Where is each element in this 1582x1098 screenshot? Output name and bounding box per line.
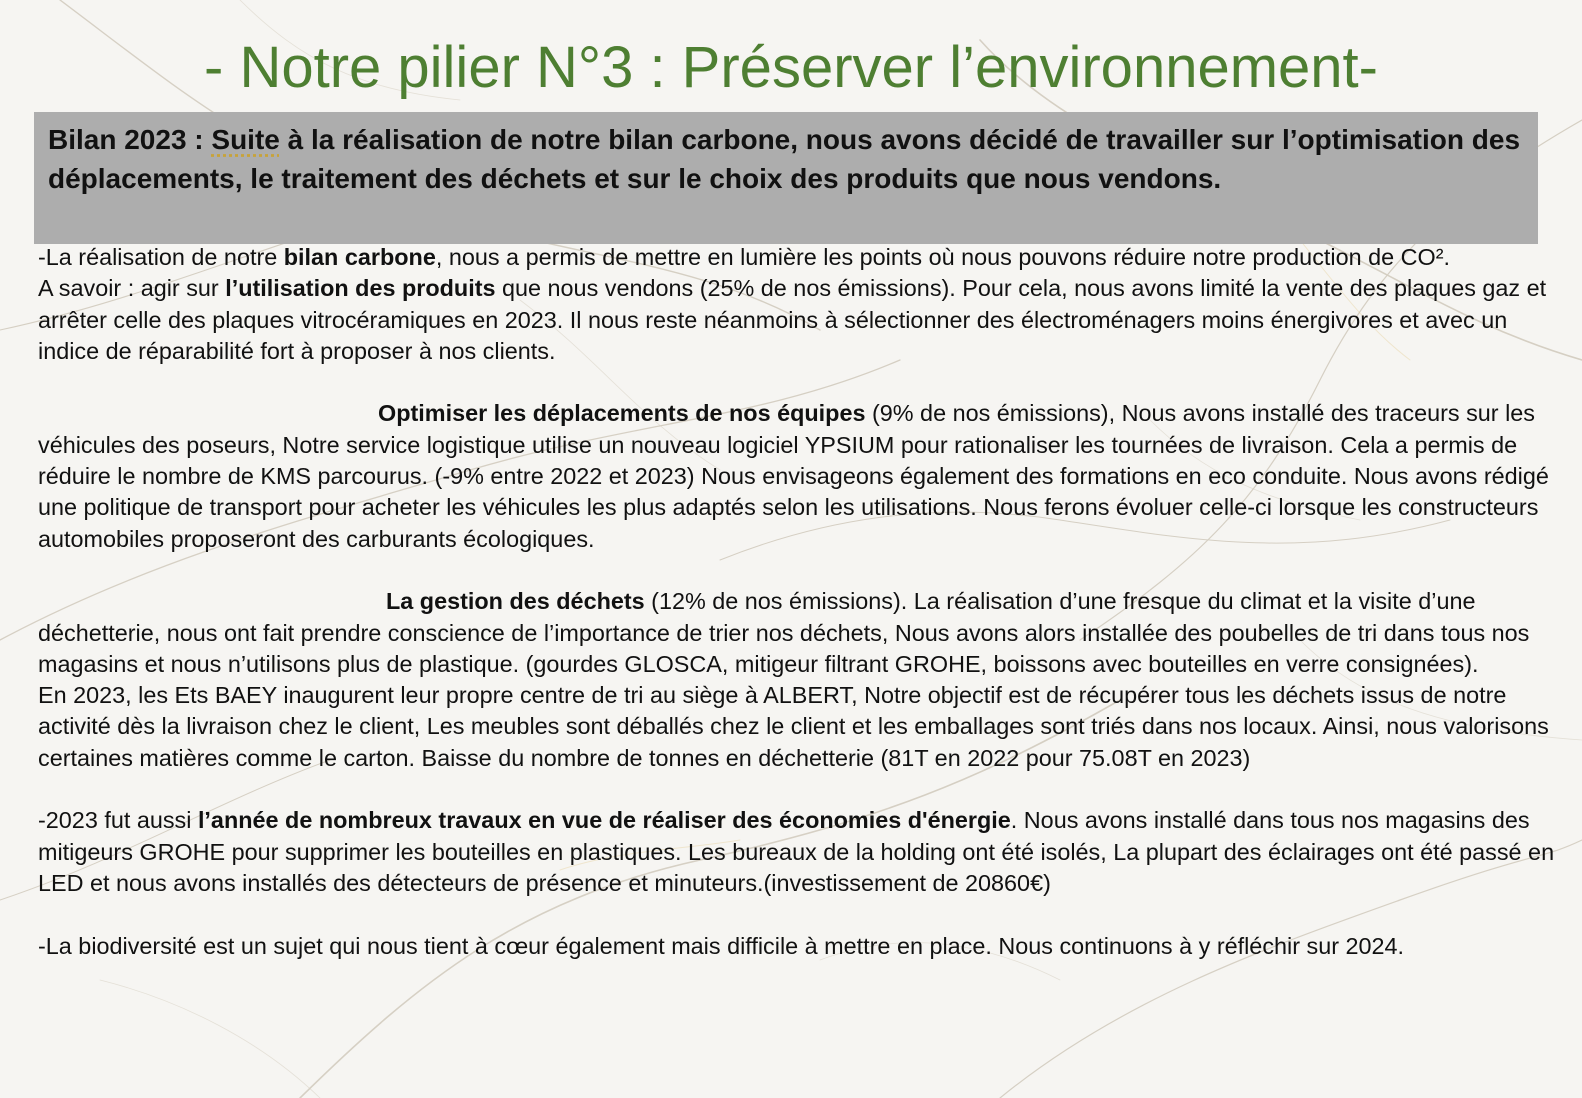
paragraph-dechets [38,586,1558,680]
p3-bold: Optimiser les déplacements de nos équipes [378,400,866,427]
paragraph-centre-de-tri: En 2023, les Ets BAEY inaugurent leur propre centre de tri au siège à ALBERT, Notre objectif est de récupérer tous les déchets issus de notre activité dès la livraison chez le client, Les meubles sont déballés chez le client et les emballages sont triés dans nos locaux. Ainsi, nous valorisons certaines matières comme le carton. Baisse du nombre de tonnes en déchetterie (81T en 2022 pour 75.08T en 2023) [38,682,1549,771]
p6-post: . Nous avons installé dans tous nos magasins des mitigeurs GROHE pour supprimer les bouteilles en plastiques. Les bureaux de la holding ont été isolés, La plupart des éclairages ont été passé en LED et nous avons installés des détecteurs de présence et minuteurs.(investissement de 20860€) [38,807,1555,896]
page-title: - Notre pilier N°3 : Préserver l’environnement- [204,35,1378,100]
p6-bold: l’année de nombreux travaux en vue de réaliser des économies d'énergie [197,807,1011,834]
paragraph-bilan-carbone [38,242,1558,273]
paragraph-deplacements [38,398,1558,554]
p1-pre: -La réalisation de notre [38,244,284,270]
p1-bold: bilan carbone [283,244,436,270]
p2-post: que nous vendons (25% de nos émissions). Pour cela, nous avons limité la vente des plaques gaz et arrêter celle des plaques vitrocéramiques en 2023. Il nous reste néanmoins à sélectionner des électroménagers moins énergivores et avec un indice de réparabilité fort à proposer à nos clients. [38,275,1547,364]
paragraph-travaux [38,805,1558,899]
summary-box [34,112,1538,244]
spacer [38,899,1558,930]
paragraph-produits [38,273,1558,367]
spacer [38,367,1558,398]
p2-bold: l’utilisation des produits [225,275,496,302]
p2-pre: A savoir : agir sur [38,275,226,302]
p6-pre: -2023 fut aussi [38,807,198,834]
p4-bold: La gestion des déchets [386,588,645,615]
spacer [38,774,1558,805]
spacer [38,555,1558,586]
paragraph-biodiversite: -La biodiversité est un sujet qui nous tient à cœur également mais difficile à mettre en place. Nous continuons à y réfléchir sur 2024. [38,932,1405,959]
p3-post: (9% de nos émissions), Nous avons installé des traceurs sur les véhicules des poseurs, Notre service logistique utilise un nouveau logiciel YPSIUM pour rationaliser les tournées de livraison. Cela a permis de réduire le nombre de KMS parcourus. (-9% entre 2022 et 2023) Nous envisageons également des formations en eco conduite. Nous avons rédigé une politique de transport pour acheter les véhicules les plus adaptés selon les utilisations. Nous ferons évoluer celle-ci lorsque les constructeurs automobiles proposeront des carburants écologiques. [38,400,1549,552]
body-text [38,242,1558,962]
summary-label: Bilan 2023 : [48,124,212,155]
p4-post: (12% de nos émissions). La réalisation d’une fresque du climat et la visite d’une déchetterie, nous ont fait prendre conscience de l’importance de trier nos déchets, Nous avons alors installée des poubelles de tri dans tous nos magasins et nous n’utilisons plus de plastique. (gourdes GLOSCA, mitigeur filtrant GROHE, boissons avec bouteilles en verre consignées). [38,588,1530,677]
summary-text: à la réalisation de notre bilan carbone, nous avons décidé de travailler sur l’optimisation des déplacements, le traitement des déchets et sur le choix des produits que nous vendons. [48,124,1521,194]
p1-post: , nous a permis de mettre en lumière les points où nous pouvons réduire notre production de CO². [435,244,1450,270]
summary-squiggle-word: Suite [211,124,280,155]
